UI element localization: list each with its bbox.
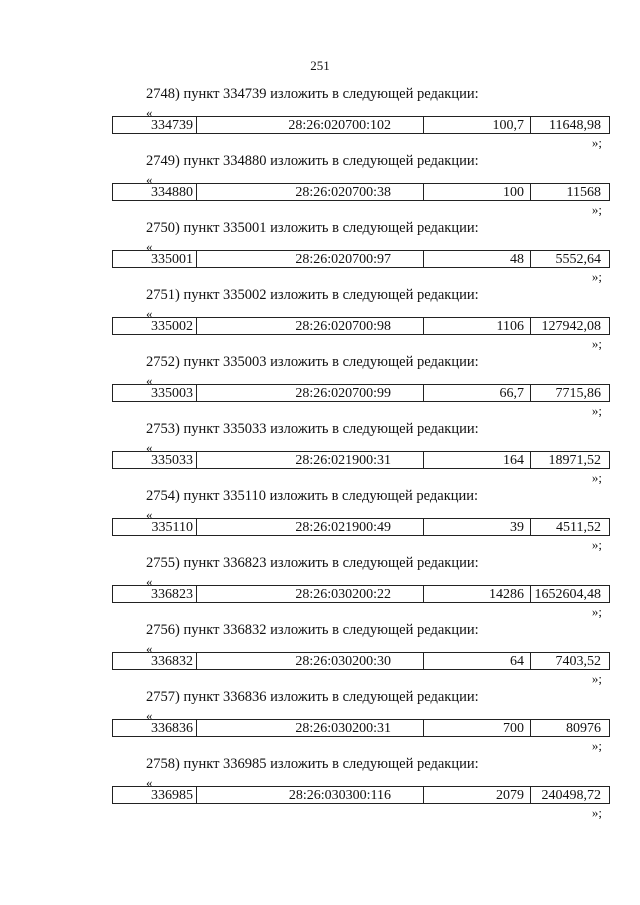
area-cell: 700	[424, 720, 531, 737]
amendment-heading: 2755) пункт 336823 изложить в следующей редакции:	[146, 555, 479, 571]
amendment-entry	[0, 86, 640, 153]
amendment-list	[0, 86, 640, 823]
area-cell: 164	[424, 452, 531, 469]
amendment-heading: 2756) пункт 336832 изложить в следующей редакции:	[146, 622, 479, 638]
amendment-table-row	[112, 786, 610, 804]
opening-quote: «	[146, 239, 153, 254]
opening-quote: «	[146, 708, 153, 723]
item-number-cell: 335003	[113, 385, 197, 402]
value-cell: 240498,72	[531, 787, 610, 804]
cadastral-number-cell: 28:26:030200:22	[197, 586, 424, 603]
opening-quote: «	[146, 306, 153, 321]
value-cell: 127942,08	[531, 318, 610, 335]
cadastral-number-cell: 28:26:021900:49	[197, 519, 424, 536]
amendment-entry	[0, 488, 640, 555]
area-cell: 39	[424, 519, 531, 536]
opening-quote: «	[146, 641, 153, 656]
closing-quote: »;	[591, 671, 602, 686]
item-number-cell: 335002	[113, 318, 197, 335]
amendment-entry	[0, 354, 640, 421]
amendment-entry	[0, 555, 640, 622]
value-cell: 18971,52	[531, 452, 610, 469]
amendment-heading: 2752) пункт 335003 изложить в следующей редакции:	[146, 354, 479, 370]
amendment-heading: 2753) пункт 335033 изложить в следующей редакции:	[146, 421, 479, 437]
item-number-cell: 336985	[113, 787, 197, 804]
item-number-cell: 336836	[113, 720, 197, 737]
opening-quote: «	[146, 105, 153, 120]
amendment-entry	[0, 153, 640, 220]
cadastral-number-cell: 28:26:030200:30	[197, 653, 424, 670]
closing-quote: »;	[591, 135, 602, 150]
value-cell: 5552,64	[531, 251, 610, 268]
item-number-cell: 336832	[113, 653, 197, 670]
item-number-cell: 334739	[113, 117, 197, 134]
cadastral-number-cell: 28:26:030300:116	[197, 787, 424, 804]
amendment-heading: 2751) пункт 335002 изложить в следующей редакции:	[146, 287, 479, 303]
cadastral-number-cell: 28:26:020700:38	[197, 184, 424, 201]
area-cell: 1106	[424, 318, 531, 335]
area-cell: 64	[424, 653, 531, 670]
area-cell: 100	[424, 184, 531, 201]
cadastral-number-cell: 28:26:020700:99	[197, 385, 424, 402]
area-cell: 2079	[424, 787, 531, 804]
area-cell: 48	[424, 251, 531, 268]
amendment-table-row	[112, 116, 610, 134]
item-number-cell: 335033	[113, 452, 197, 469]
value-cell: 7403,52	[531, 653, 610, 670]
value-cell: 11648,98	[531, 117, 610, 134]
opening-quote: «	[146, 775, 153, 790]
closing-quote: »;	[591, 470, 602, 485]
item-number-cell: 335001	[113, 251, 197, 268]
amendment-table-row	[112, 518, 610, 536]
amendment-table-row	[112, 183, 610, 201]
opening-quote: «	[146, 373, 153, 388]
opening-quote: «	[146, 440, 153, 455]
area-cell: 66,7	[424, 385, 531, 402]
item-number-cell: 334880	[113, 184, 197, 201]
amendment-table-row	[112, 317, 610, 335]
value-cell: 1652604,48	[531, 586, 610, 603]
page-number: 251	[310, 58, 330, 73]
item-number-cell: 335110	[113, 519, 197, 536]
amendment-table-row	[112, 250, 610, 268]
cadastral-number-cell: 28:26:020700:97	[197, 251, 424, 268]
value-cell: 7715,86	[531, 385, 610, 402]
cadastral-number-cell: 28:26:030200:31	[197, 720, 424, 737]
amendment-heading: 2758) пункт 336985 изложить в следующей редакции:	[146, 756, 479, 772]
item-number-cell: 336823	[113, 586, 197, 603]
closing-quote: »;	[591, 336, 602, 351]
amendment-table-row	[112, 652, 610, 670]
opening-quote: «	[146, 574, 153, 589]
opening-quote: «	[146, 172, 153, 187]
closing-quote: »;	[591, 805, 602, 820]
cadastral-number-cell: 28:26:021900:31	[197, 452, 424, 469]
amendment-entry	[0, 689, 640, 756]
cadastral-number-cell: 28:26:020700:102	[197, 117, 424, 134]
amendment-heading: 2750) пункт 335001 изложить в следующей редакции:	[146, 220, 479, 236]
amendment-entry	[0, 287, 640, 354]
amendment-entry	[0, 622, 640, 689]
closing-quote: »;	[591, 604, 602, 619]
amendment-table-row	[112, 451, 610, 469]
area-cell: 14286	[424, 586, 531, 603]
value-cell: 11568	[531, 184, 610, 201]
amendment-entry	[0, 421, 640, 488]
closing-quote: »;	[591, 537, 602, 552]
cadastral-number-cell: 28:26:020700:98	[197, 318, 424, 335]
amendment-entry	[0, 220, 640, 287]
amendment-heading: 2757) пункт 336836 изложить в следующей редакции:	[146, 689, 479, 705]
amendment-entry	[0, 756, 640, 823]
value-cell: 80976	[531, 720, 610, 737]
amendment-table-row	[112, 585, 610, 603]
opening-quote: «	[146, 507, 153, 522]
value-cell: 4511,52	[531, 519, 610, 536]
closing-quote: »;	[591, 738, 602, 753]
closing-quote: »;	[591, 269, 602, 284]
amendment-table-row	[112, 384, 610, 402]
amendment-heading: 2749) пункт 334880 изложить в следующей редакции:	[146, 153, 479, 169]
area-cell: 100,7	[424, 117, 531, 134]
closing-quote: »;	[591, 202, 602, 217]
closing-quote: »;	[591, 403, 602, 418]
amendment-heading: 2748) пункт 334739 изложить в следующей редакции:	[146, 86, 479, 102]
amendment-heading: 2754) пункт 335110 изложить в следующей редакции:	[146, 488, 479, 504]
amendment-table-row	[112, 719, 610, 737]
